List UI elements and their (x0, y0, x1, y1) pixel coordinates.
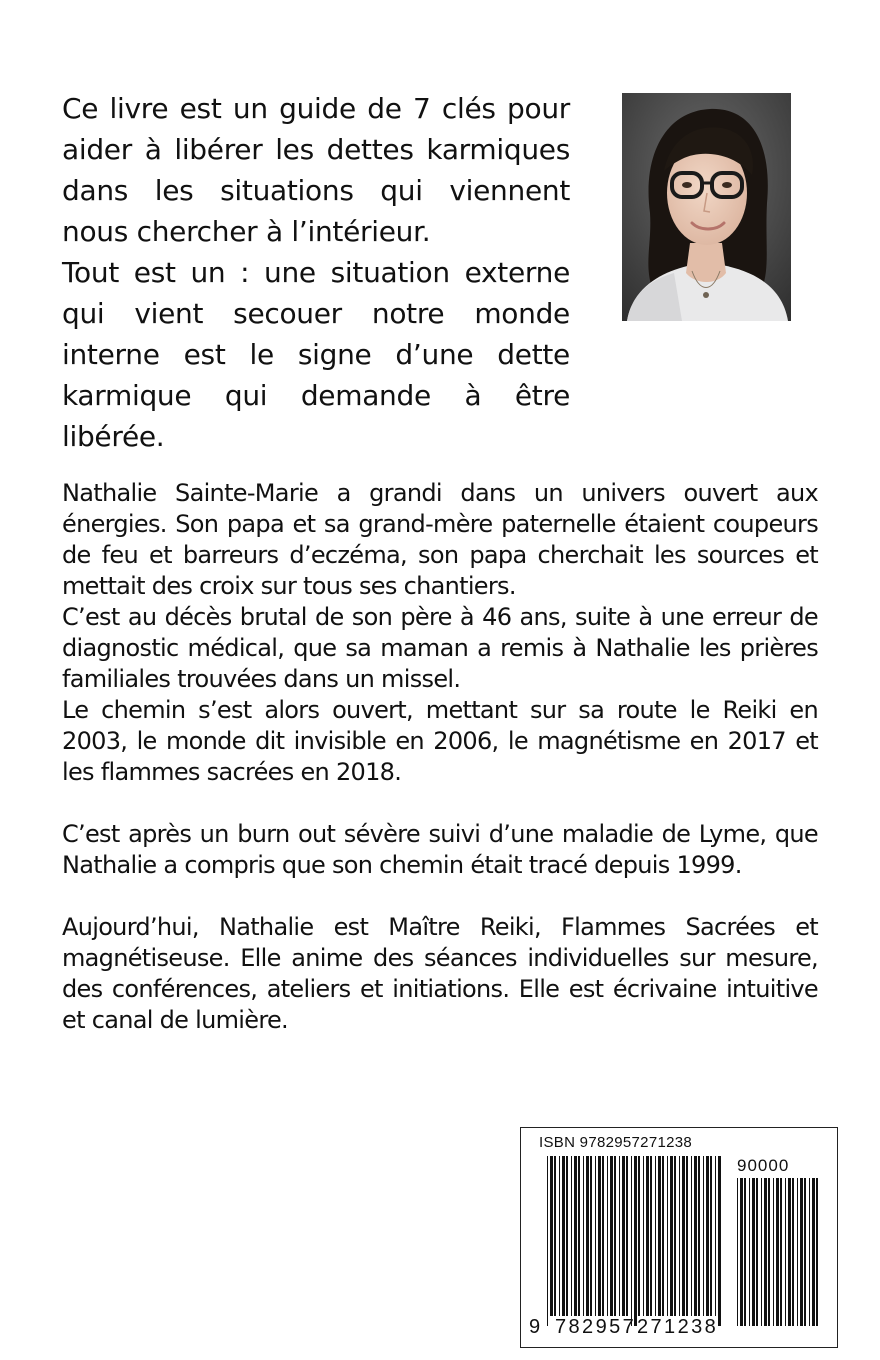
barcode-bar (686, 1156, 688, 1316)
barcode-bar (718, 1156, 721, 1326)
barcode-bar (812, 1178, 815, 1326)
barcode-bar (788, 1178, 791, 1326)
barcode-bar (566, 1156, 568, 1316)
intro-text (62, 88, 570, 457)
barcode-bar (607, 1156, 608, 1316)
barcode-bar (634, 1156, 637, 1326)
bio-paragraph-3: Le chemin s’est alors ouvert, mettant sur sa route le Reiki en 2003, le monde dit invisible en 2006, le magnétisme en 2017 et les flammes sacrées en 2018. (62, 696, 818, 786)
bio-paragraph-4: C’est après un burn out sévère suivi d’une maladie de Lyme, que Nathalie a compris que son chemin était tracé depuis 1999. (62, 820, 818, 879)
bio-paragraph-5: Aujourd’hui, Nathalie est Maître Reiki, Flammes Sacrées et magnétiseuse. Elle anime des séances individuelles sur mesure, des conférences, ateliers et initiations. Elle est écrivaine intuitive et canal de lumière. (62, 913, 818, 1034)
ean-left-digits: 782957 (555, 1316, 637, 1338)
barcode-bar (682, 1156, 685, 1316)
barcode-bar (562, 1156, 565, 1316)
barcode-bar (670, 1156, 673, 1316)
barcode-bar (590, 1156, 592, 1316)
barcode-bar (643, 1156, 644, 1316)
barcode-bar (740, 1178, 743, 1326)
intro-paragraph-2: Tout est un : une situation externe qui vient secouer notre monde interne est le signe d’une dette karmique qui demande à être libérée. (62, 256, 570, 453)
barcode-bar (816, 1178, 818, 1326)
barcode-bar (737, 1178, 738, 1326)
barcode-bar (792, 1178, 794, 1326)
barcode-bar (710, 1156, 712, 1316)
author-bio (62, 478, 818, 1067)
barcode-bar (646, 1156, 649, 1316)
barcode-bar (638, 1156, 640, 1316)
barcode-bar (764, 1178, 767, 1326)
barcode-bar (595, 1156, 596, 1316)
addon-code: 90000 (737, 1156, 790, 1175)
barcode-bar (583, 1156, 584, 1316)
bio-paragraph-1: Nathalie Sainte-Marie a grandi dans un univers ouvert aux énergies. Son papa et sa grand-mère paternelle étaient coupeurs de feu et barreurs d’eczéma, son papa cherchait les sources et mettait des croix sur tous ses chantiers. (62, 479, 818, 600)
barcode-bar (574, 1156, 577, 1316)
barcode-bar (773, 1178, 774, 1326)
barcode-bar (776, 1178, 779, 1326)
author-portrait-icon (622, 93, 791, 321)
barcode-bar (578, 1156, 580, 1316)
barcode-bar (785, 1178, 786, 1326)
barcode-bar (752, 1178, 755, 1326)
barcode-bar (768, 1178, 770, 1326)
barcode-bar (744, 1178, 746, 1326)
barcode-bar (650, 1156, 652, 1316)
barcode-bar (622, 1156, 625, 1316)
ean-right-digits: 271238 (637, 1316, 719, 1338)
barcode-bar (571, 1156, 572, 1316)
barcode-bar (554, 1156, 556, 1316)
barcode-bar (626, 1156, 628, 1316)
barcode-bar (655, 1156, 656, 1316)
barcode-bar (602, 1156, 604, 1316)
barcode-bar (619, 1156, 620, 1316)
bio-paragraph-2: C’est au décès brutal de son père à 46 ans, suite à une erreur de diagnostic médical, que sa maman a remis à Nathalie les prières familiales trouvées dans un missel. (62, 603, 818, 693)
barcode-bar (679, 1156, 680, 1316)
barcode-bar (631, 1156, 632, 1326)
barcode-bar (703, 1156, 704, 1316)
barcode-bar (761, 1178, 762, 1326)
ean-first-digit: 9 (529, 1316, 541, 1338)
barcode-bar (614, 1156, 616, 1316)
barcode-bar (800, 1178, 803, 1326)
barcode-bar (694, 1156, 697, 1316)
barcode-bar (610, 1156, 613, 1316)
barcode-bar (804, 1178, 806, 1326)
barcode-bar (547, 1156, 548, 1326)
intro-paragraph-1: Ce livre est un guide de 7 clés pour aider à libérer les dettes karmiques dans les situations qui viennent nous chercher à l’intérieur. (62, 92, 570, 248)
barcode-bar (715, 1156, 716, 1316)
barcode-bar (698, 1156, 700, 1316)
isbn-label: ISBN 9782957271238 (539, 1134, 693, 1151)
barcode-bar (658, 1156, 661, 1316)
barcode-bar (706, 1156, 709, 1316)
isbn-barcode (520, 1127, 838, 1348)
barcode-bar (586, 1156, 589, 1316)
barcode-bar (662, 1156, 664, 1316)
barcode-bar (809, 1178, 810, 1326)
barcode-bar (598, 1156, 601, 1316)
barcode-bar (756, 1178, 758, 1326)
barcode-bar (667, 1156, 668, 1316)
barcode-bar (559, 1156, 560, 1316)
barcode-bar (797, 1178, 798, 1326)
barcode-bar (550, 1156, 553, 1316)
barcode-bar (780, 1178, 782, 1326)
barcode-bar (691, 1156, 692, 1316)
barcode-bar (674, 1156, 676, 1316)
barcode-bar (749, 1178, 750, 1326)
author-photo (622, 93, 791, 321)
